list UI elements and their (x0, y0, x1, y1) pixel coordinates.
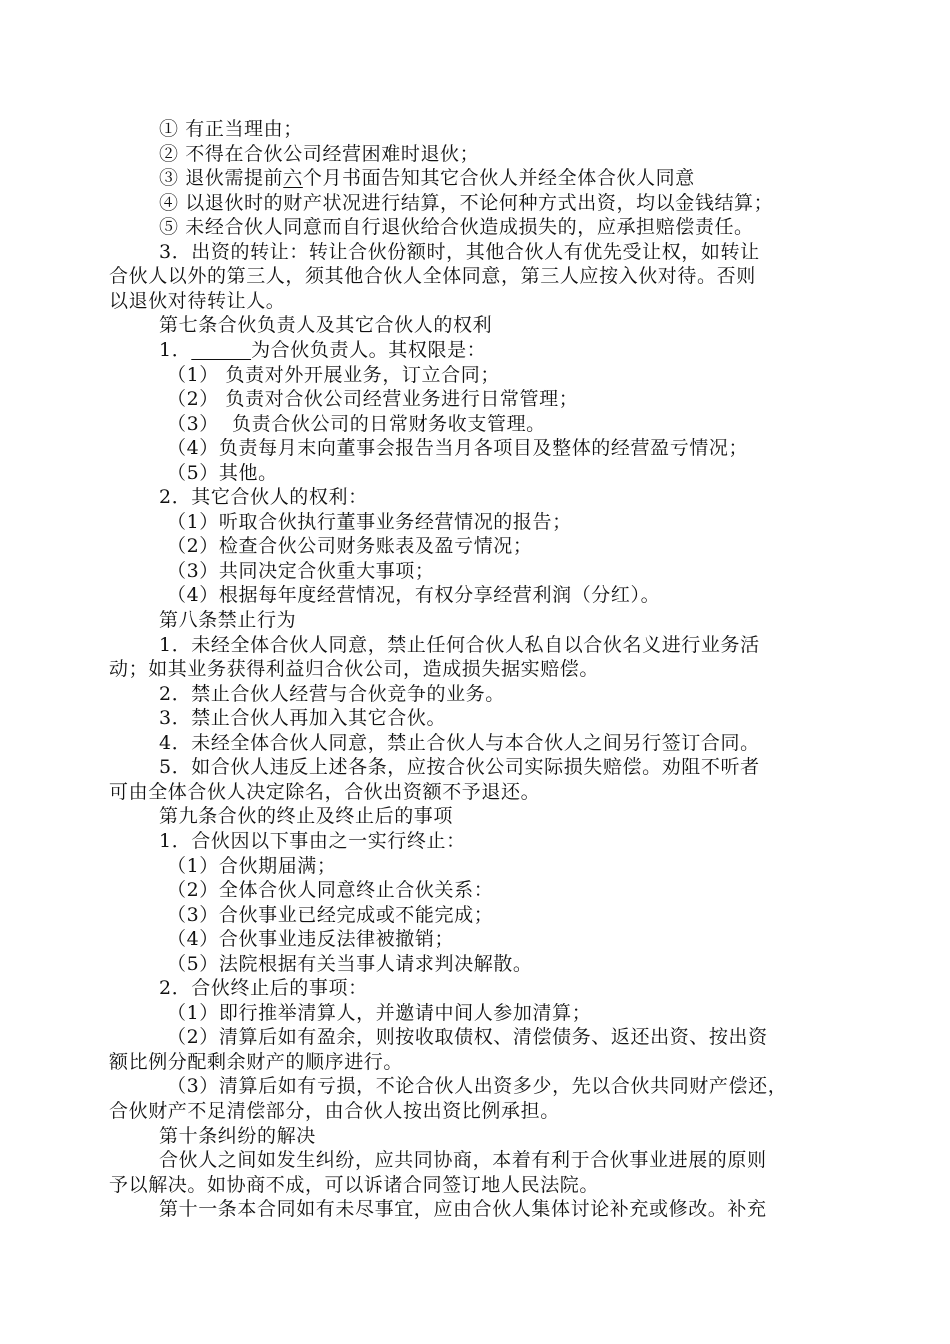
text-line: ① 有正当理由； (159, 118, 303, 140)
text-line: 合伙人以外的第三人，须其他合伙人全体同意，第三人应按入伙对待。否则 (109, 265, 756, 288)
text-line: （3）清算后如有亏损，不论合伙人出资多少，先以合伙共同财产偿还， (167, 1075, 788, 1098)
text-line: 动；如其业务获得利益归合伙公司，造成损失据实赔偿。 (109, 658, 600, 681)
text-line: 2．合伙终止后的事项： (159, 977, 368, 1000)
text-fragment: 个月书面告知其它合伙人并经全体合伙人同意 (302, 167, 695, 190)
text-line: 2．其它合伙人的权利： (159, 486, 368, 509)
text-line: （2）全体合伙人同意终止合伙关系： (167, 879, 494, 902)
text-line: 4．未经全体合伙人同意，禁止合伙人与本合伙人之间另行签订合同。 (159, 731, 760, 754)
text-fragment: 为合伙负责人。其权限是： (251, 338, 487, 361)
text-fragment: 1． (159, 338, 192, 361)
text-line: 可由全体合伙人决定除名，合伙出资额不予退还。 (109, 780, 541, 803)
text-line: （5）法院根据有关当事人请求判决解散。 (167, 952, 533, 975)
text-line: 5．如合伙人违反上述各条，应按合伙公司实际损失赔偿。劝阻不听者 (159, 756, 760, 779)
text-line: 第十条纠纷的解决 (159, 1124, 316, 1147)
underlined-blank (191, 339, 251, 361)
text-line (0, 166, 950, 191)
text-line: （4）根据每年度经营情况，有权分享经营利润（分红）。 (167, 584, 661, 607)
text-line: （3）共同决定合伙重大事项； (167, 559, 435, 582)
text-line: 1．合伙因以下事由之一实行终止： (159, 829, 466, 852)
text-line: （2）检查合伙公司财务账表及盈亏情况； (167, 535, 533, 558)
text-line: 1．未经全体合伙人同意，禁止任何合伙人私自以合伙名义进行业务活 (159, 633, 760, 656)
text-line: （2） 负责对合伙公司经营业务进行日常管理； (167, 388, 579, 411)
text-fragment: ③ 退伙需提前 (159, 167, 284, 190)
text-line: 第八条禁止行为 (159, 609, 297, 631)
text-line: （1）即行推举清算人，并邀请中间人参加清算； (167, 1001, 592, 1024)
text-line: （1）合伙期届满； (167, 854, 337, 877)
text-line: 以退伙对待转让人。 (109, 289, 286, 312)
text-line: （3） 负责合伙公司的日常财务收支管理。 (167, 412, 546, 435)
text-line: （1）听取合伙执行董事业务经营情况的报告； (167, 510, 572, 533)
text-line: （1） 负责对外开展业务，订立合同； (167, 363, 500, 386)
text-line: ② 不得在合伙公司经营困难时退伙； (159, 142, 480, 165)
text-line: 合伙财产不足清偿部分，由合伙人按出资比例承担。 (109, 1100, 560, 1122)
text-line (0, 338, 950, 363)
text-line: ④ 以退伙时的财产状况进行结算，不论何种方式出资，均以金钱结算； (159, 191, 774, 214)
text-line: 2．禁止合伙人经营与合伙竞争的业务。 (159, 682, 505, 705)
text-line: 第十一条本合同如有未尽事宜，应由合伙人集体讨论补充或修改。补充 (159, 1198, 767, 1221)
text-line: （4）合伙事业违反法律被撤销； (167, 928, 455, 951)
text-line: 额比例分配剩余财产的顺序进行。 (109, 1050, 404, 1073)
text-line: 予以解决。如协商不成，可以诉诸合同签订地人民法院。 (109, 1173, 600, 1196)
text-line: （4）负责每月末向董事会报告当月各项目及整体的经营盈亏情况； (167, 437, 749, 460)
text-line: 合伙人之间如发生纠纷，应共同协商，本着有利于合伙事业进展的原则 (159, 1149, 767, 1172)
underlined-blank: 六 (283, 167, 303, 190)
text-line: （3）合伙事业已经完成或不能完成； (167, 903, 494, 926)
text-line: 3．禁止合伙人再加入其它合伙。 (159, 707, 447, 730)
text-line: 3．出资的转让：转让合伙份额时，其他合伙人有优先受让权，如转让 (159, 240, 760, 263)
text-line: ⑤ 未经合伙人同意而自行退伙给合伙造成损失的，应承担赔偿责任。 (159, 216, 754, 239)
text-line: 第九条合伙的终止及终止后的事项 (159, 805, 454, 828)
text-line: （5）其他。 (167, 461, 278, 484)
text-line: （2）清算后如有盈余，则按收取债权、清偿债务、返还出资、按出资 (167, 1026, 768, 1049)
text-line: 第七条合伙负责人及其它合伙人的权利 (159, 314, 493, 337)
